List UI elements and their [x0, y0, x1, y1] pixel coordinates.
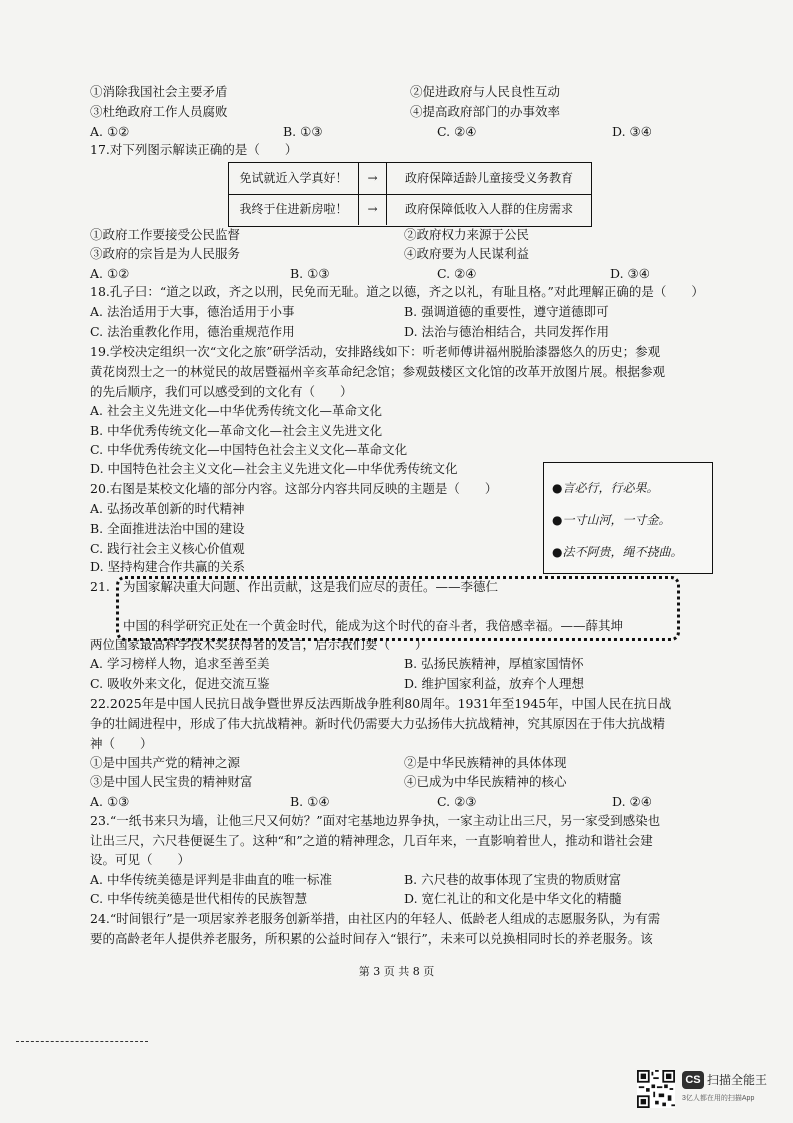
page-footer: 第 3 页 共 8 页: [358, 965, 435, 978]
q17-option-d: D. ③④: [610, 266, 650, 281]
q22-option-a: A. ①③: [90, 794, 130, 809]
q16-option-b: B. ①③: [283, 124, 323, 139]
q17-table-row: [229, 194, 591, 225]
q16-option-c: C. ②④: [437, 124, 477, 139]
q19-option-a: A. 社会主义先进文化—中华优秀传统文化—革命文化: [90, 403, 382, 418]
q21-quote: 中国的科学研究正处在一个黄金时代，能成为这个时代的奋斗者，我倍感幸福。——薛其坤: [123, 618, 624, 633]
q17-item-2: ②政府权力来源于公民: [404, 227, 530, 242]
q22-item-1: ①是中国共产党的精神之源: [90, 755, 241, 770]
q16-option-d: D. ③④: [612, 124, 652, 139]
scanner-app-name: 扫描全能王: [707, 1073, 768, 1087]
q22-stem-line: 争的壮阔进程中，形成了伟大抗战精神。新时代仍需要大力弘扬伟大抗战精神，究其原因在于伟大抗战精: [90, 716, 666, 731]
q24-stem-line: 24.“时间银行”是一项居家养老服务创新举措，由社区内的年轻人、低龄老人组成的志愿服务队，为有需: [90, 911, 661, 926]
divider: [16, 1041, 148, 1042]
q23-option-a: A. 中华传统美德是评判是非曲直的唯一标准: [90, 872, 332, 887]
q21-quote: 为国家解决重大问题、作出贡献，这是我们应尽的责任。——李德仁: [123, 579, 499, 594]
q17-table-row: [229, 163, 591, 195]
q19-option-b: B. 中华优秀传统文化—革命文化—社会主义先进文化: [90, 423, 383, 438]
q17-table-cell: 政府保障适龄儿童接受义务教育: [404, 171, 573, 185]
q23-option-b: B. 六尺巷的故事体现了宝贵的物质财富: [404, 872, 622, 887]
q21-stem: 两位国家最高科学技术奖获得者的发言，启示我们要（ ）: [90, 637, 428, 652]
q19-stem-line: 黄花岗烈士之一的林觉民的故居暨福州辛亥革命纪念馆；参观鼓楼区文化馆的改革开放图片展。根据参观: [90, 364, 666, 379]
q19-option-d: D. 中国特色社会主义文化—社会主义先进文化—中华优秀传统文化: [90, 461, 458, 476]
q23-stem-line: 设。可见（ ）: [90, 852, 191, 867]
q21-number: 21.: [90, 579, 110, 594]
arrow-icon: →: [359, 194, 387, 225]
arrow-icon: →: [359, 163, 387, 194]
q22-option-d: D. ②④: [612, 794, 652, 809]
q18-stem: 18.孔子曰：“道之以政，齐之以刑，民免而无耻。道之以德，齐之以礼，有耻且格。”对此理解正确的是（ ）: [90, 284, 704, 299]
culture-wall-line: ●法不阿贵，绳不挠曲。: [552, 545, 683, 559]
q22-item-4: ④已成为中华民族精神的核心: [404, 774, 567, 789]
q16-option-a: A. ①②: [90, 124, 130, 139]
q17-table: [228, 162, 592, 227]
q19-stem-line: 的先后顺序，我们可以感受到的文化有（ ）: [90, 384, 353, 399]
q18-option-c: C. 法治重教化作用，德治重规范作用: [90, 324, 295, 339]
q16-item-2: ②促进政府与人民良性互动: [410, 84, 561, 99]
q21-option-a: A. 学习榜样人物，追求至善至美: [90, 656, 270, 671]
q17-item-4: ④政府要为人民谋利益: [404, 246, 530, 261]
q18-option-a: A. 法治适用于大事，德治适用于小事: [90, 304, 295, 319]
q22-item-2: ②是中华民族精神的具体体现: [404, 755, 567, 770]
culture-wall-box: [543, 462, 713, 574]
q20-option-b: B. 全面推进法治中国的建设: [90, 521, 245, 536]
q21-option-d: D. 维护国家利益，放弃个人理想: [404, 676, 585, 691]
camscanner-logo-icon: CS: [682, 1071, 704, 1089]
q16-item-1: ①消除我国社会主要矛盾: [90, 84, 228, 99]
culture-wall-line: ●言必行，行必果。: [552, 481, 659, 495]
q21-quote-box: [116, 576, 680, 641]
q19-option-c: C. 中华优秀传统文化—中国特色社会主义文化—革命文化: [90, 442, 408, 457]
q17-option-c: C. ②④: [437, 266, 477, 281]
q17-option-a: A. ①②: [90, 266, 130, 281]
q17-option-b: B. ①③: [290, 266, 330, 281]
q17-table-cell: 免试就近入学真好！: [229, 163, 359, 194]
q17-table-cell: 政府保障低收入人群的住房需求: [404, 202, 573, 216]
q18-option-b: B. 强调道德的重要性，遵守道德即可: [404, 304, 609, 319]
culture-wall-line: ●一寸山河，一寸金。: [552, 513, 671, 527]
q22-stem-line: 22.2025年是中国人民抗日战争暨世界反法西斯战争胜利80周年。1931年至1945年，中国人民在抗日战: [90, 696, 672, 711]
q24-stem-line: 要的高龄老年人提供养老服务，所积累的公益时间存入“银行”，未来可以兑换相同时长的养老服务。该: [90, 931, 653, 946]
q23-option-c: C. 中华传统美德是世代相传的民族智慧: [90, 891, 308, 906]
q18-option-d: D. 法治与德治相结合，共同发挥作用: [404, 324, 610, 339]
q20-option-c: C. 践行社会主义核心价值观: [90, 541, 245, 556]
q17-stem: 17.对下列图示解读正确的是（ ）: [90, 142, 298, 157]
q16-item-3: ③杜绝政府工作人员腐败: [90, 104, 228, 119]
q22-stem-line: 神（ ）: [90, 736, 153, 751]
q20-stem: 20.右图是某校文化墙的部分内容。这部分内容共同反映的主题是（ ）: [90, 481, 498, 496]
q22-item-3: ③是中国人民宝贵的精神财富: [90, 774, 253, 789]
q21-option-c: C. 吸收外来文化，促进交流互鉴: [90, 676, 270, 691]
q22-option-c: C. ②③: [437, 794, 477, 809]
q17-table-cell: 我终于住进新房啦！: [229, 194, 359, 225]
q20-option-d: D. 坚持构建合作共赢的关系: [90, 559, 246, 574]
q21-option-b: B. 弘扬民族精神，厚植家国情怀: [404, 656, 584, 671]
scanner-tagline: 3亿人都在用的扫描App: [682, 1095, 755, 1102]
q23-option-d: D. 宽仁礼让的和文化是中华文化的精髓: [404, 891, 622, 906]
q17-item-1: ①政府工作要接受公民监督: [90, 227, 241, 242]
q20-option-a: A. 弘扬改革创新的时代精神: [90, 501, 245, 516]
q19-stem-line: 19.学校决定组织一次“文化之旅”研学活动，安排路线如下：听老师傅讲福州脱胎漆器悠久的历史；参观: [90, 344, 661, 359]
q23-stem-line: 让出三尺，六尺巷便诞生了。这种“和”之道的精神理念，几百年来，一直影响着世人，推动和谐社会建: [90, 833, 653, 848]
q22-option-b: B. ①④: [290, 794, 330, 809]
q23-stem-line: 23.“一纸书来只为墙，让他三尺又何妨？”面对宅基地边界争执，一家主动让出三尺，另一家受到感染也: [90, 813, 661, 828]
qr-code-icon: [637, 1070, 675, 1108]
q17-item-3: ③政府的宗旨是为人民服务: [90, 246, 241, 261]
q16-item-4: ④提高政府部门的办事效率: [410, 104, 561, 119]
